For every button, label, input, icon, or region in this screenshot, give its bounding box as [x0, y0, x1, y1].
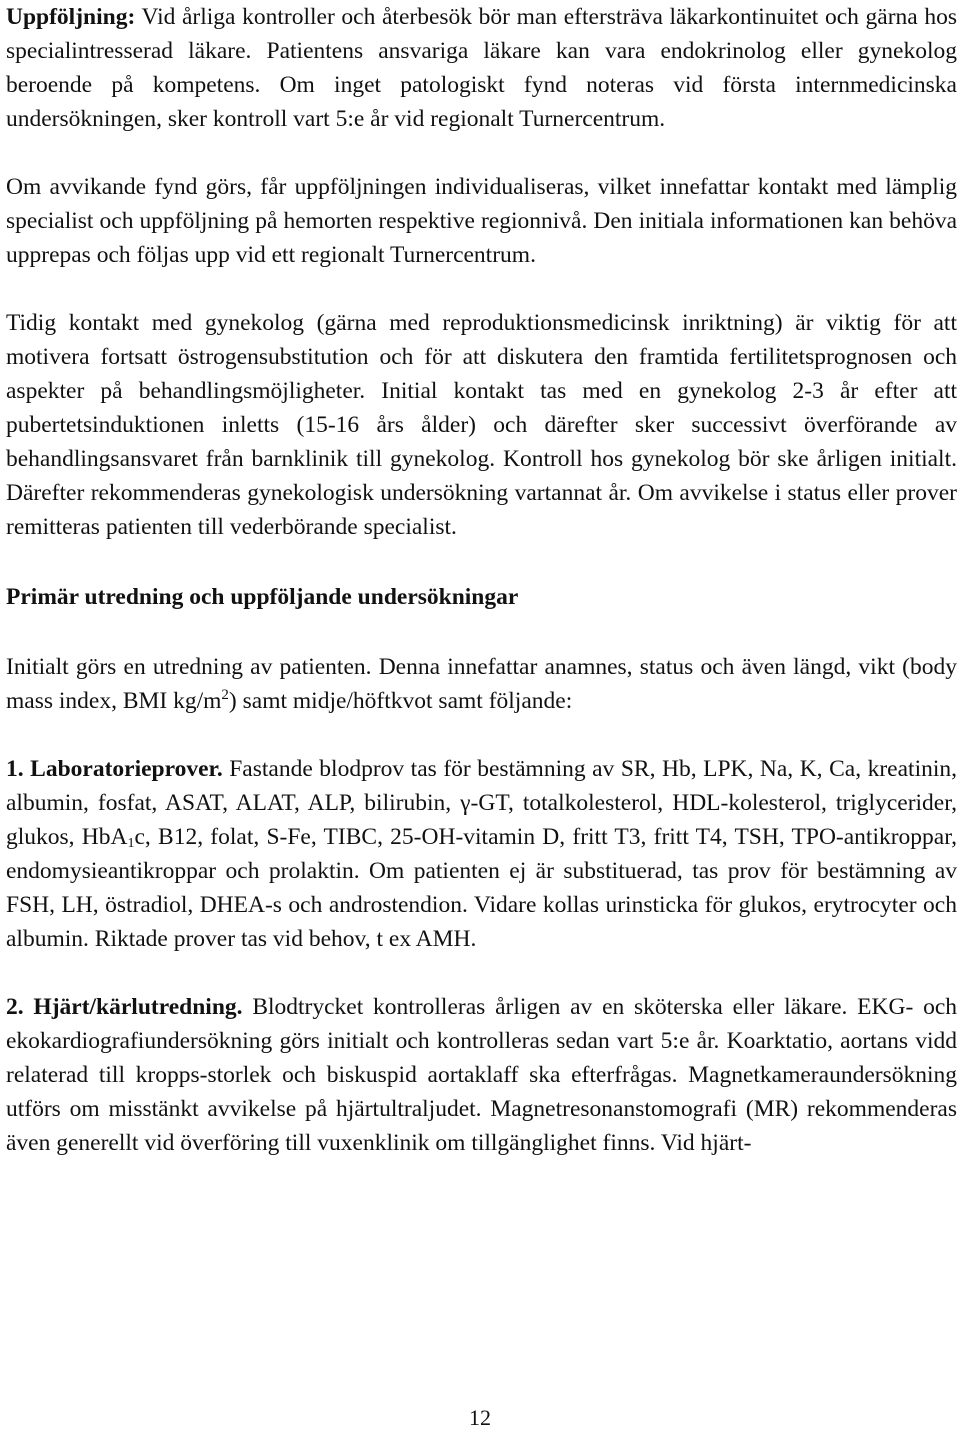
page-number: 12 [469, 1405, 491, 1430]
document-page [6, 0, 957, 1160]
paragraph-text: c, B12, folat, S-Fe, TIBC, 25-OH-vitamin D, fritt T3, fritt T4, TSH, TPO-antikroppar, endomysieantikroppar och prolaktin. Om patienten ej är substituerad, tas prov för bestämning av FSH, LH, östradiol, DHEA-s och androstendion. Vidare kollas urinsticka för glukos, erytrocyter och albumin. Riktade prover tas vid behov, t ex AMH. [6, 824, 958, 952]
section-heading: Primär utredning och uppföljande undersökningar [6, 584, 519, 610]
paragraph-text: Initialt görs en utredning av patienten. Denna innefattar anamnes, status och även längd, vikt (body mass index, BMI kg/m [6, 654, 957, 714]
subscript: 1 [127, 836, 135, 851]
paragraph-laboratorieprover [6, 752, 957, 956]
paragraph-text: Fastande blodprov tas för bestämning av SR, Hb, LPK, Na, K, Ca, kreatinin, albumin, fosfat, ASAT, ALAT, ALP, bilirubin, γ-GT, totalkolesterol, HDL-kolesterol, triglycerider, glukos, HbA [6, 756, 958, 850]
paragraph-text: Tidig kontakt med gynekolog (gärna med reproduktionsmedicinsk inriktning) är viktig för att motivera fortsatt östrogensubstitution och för att diskutera den framtida fertilitetsprognosen och aspekter på behandlingsmöjligheter. Initial kontakt tas med en gynekolog 2-3 år efter att pubertetsinduktionen inletts (15-16 års ålder) och därefter sker successivt överförande av behandlingsansvaret från barnklinik till gynekolog. Kontroll hos gynekolog bör ske årligen initialt. Därefter rekommenderas gynekologisk undersökning vartannat år. Om avvikelse i status eller prover remitteras patienten till vederbörande specialist. [6, 310, 957, 540]
paragraph-avvikande-fynd [6, 170, 957, 272]
paragraph-text: Om avvikande fynd görs, får uppföljningen individualiseras, vilket innefattar kontakt med lämplig specialist och uppföljning på hemorten respektive regionnivå. Den initiala informationen kan behöva upprepas och följas upp vid ett regionalt Turnercentrum. [6, 174, 957, 268]
paragraph-label: Uppföljning: [6, 4, 136, 30]
paragraph-label: 1. Laboratorieprover. [6, 756, 223, 782]
paragraph-gynekolog [6, 306, 957, 544]
paragraph-label: 2. Hjärt/kärlutredning. [6, 994, 243, 1020]
paragraph-text: Blodtrycket kontrolleras årligen av en sköterska eller läkare. EKG- och ekokardiografiundersökning görs initialt och kontrolleras sedan vart 5:e år. Koarktatio, aortans vidd relaterad till kropps-storlek och biskuspid aortaklaff ska efterfrågas. Magnetkameraundersökning utförs om misstänkt avvikelse på hjärtultraljudet. Magnetresonanstomografi (MR) rekommenderas även generellt vid överföring till vuxenklinik om tillgänglighet finns. Vid hjärt- [6, 994, 957, 1156]
paragraph-text: Vid årliga kontroller och återbesök bör man eftersträva läkarkontinuitet och gärna hos specialintresserad läkare. Patientens ansvariga läkare kan vara endokrinolog eller gynekolog beroende på kompetens. Om inget patologiskt fynd noteras vid första internmedicinska undersökningen, sker kontroll vart 5:e år vid regionalt Turnercentrum. [6, 4, 957, 132]
paragraph-initial-utredning [6, 650, 957, 718]
paragraph-text: ) samt midje/höftkvot samt följande: [228, 688, 573, 714]
paragraph-hjart-karlutredning [6, 990, 957, 1160]
paragraph-uppfoljning [6, 0, 957, 136]
superscript: 2 [221, 687, 229, 703]
